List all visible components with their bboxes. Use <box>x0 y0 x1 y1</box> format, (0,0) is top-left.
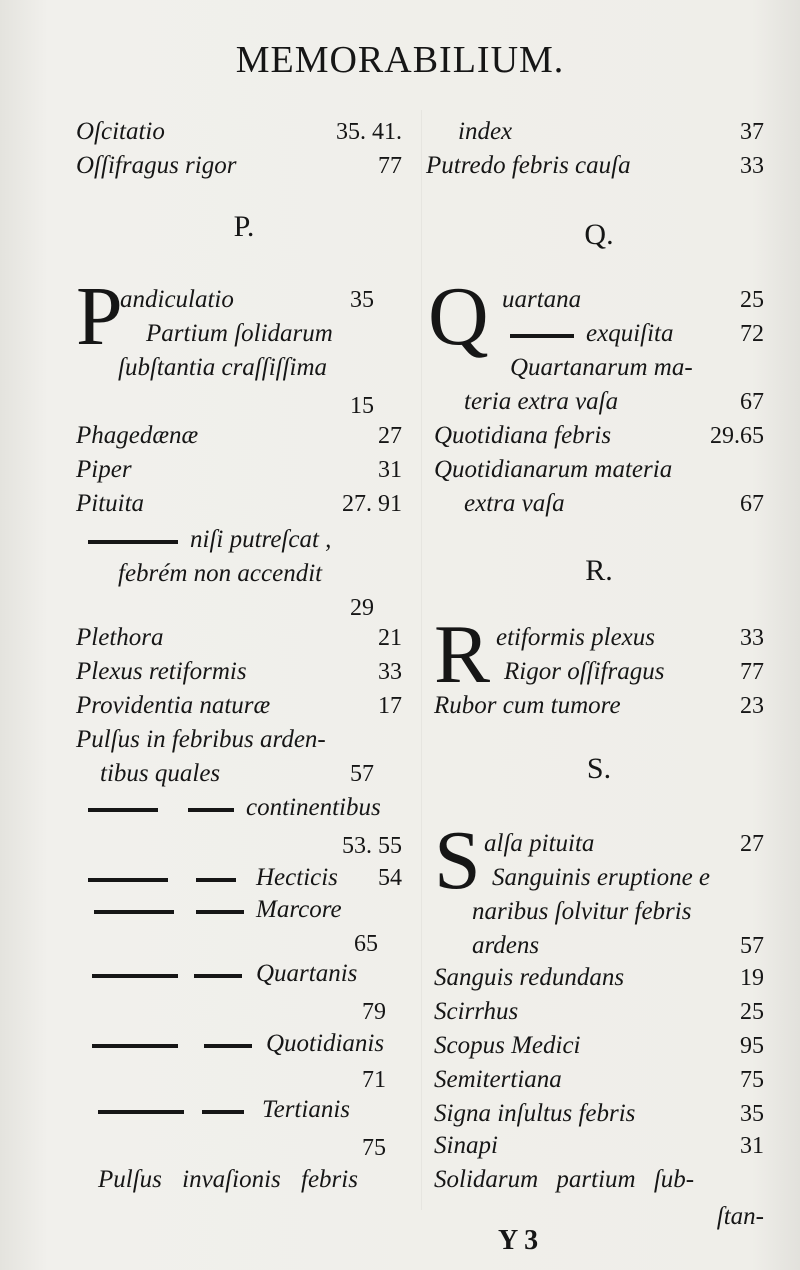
index-entry <box>76 522 412 558</box>
entry-pages: 33 <box>378 659 402 685</box>
index-entry <box>76 316 412 352</box>
index-entry <box>76 148 412 184</box>
index-entry <box>434 928 764 964</box>
index-entry <box>434 620 764 656</box>
entry-term: ardens <box>472 932 540 959</box>
index-entry <box>76 860 412 896</box>
entry-term: Pulſus in febribus arden- <box>76 726 326 753</box>
entry-pages: 19 <box>740 965 764 991</box>
entry-term: Marcore <box>256 896 342 923</box>
entry-term: niſi putreſcat , <box>190 526 332 553</box>
index-entry <box>76 620 412 656</box>
entry-term: Semitertiana <box>434 1066 562 1093</box>
entry-pages: 15 <box>350 393 374 419</box>
entry-term: Sanguinis eruptione e <box>492 864 711 891</box>
index-entry <box>434 282 764 318</box>
entry-pages: 33 <box>740 625 764 651</box>
index-entry <box>434 994 764 1030</box>
entry-pages: 37 <box>740 119 764 145</box>
index-entry <box>76 418 412 454</box>
index-entry <box>76 722 412 758</box>
index-entry <box>76 350 412 386</box>
entry-pages: 67 <box>740 389 764 415</box>
section-heading-p: P. <box>233 210 255 243</box>
entry-pages: 31 <box>740 1133 764 1159</box>
index-entry <box>426 148 764 184</box>
entry-term: Pituita <box>76 490 145 517</box>
index-entry <box>76 556 412 592</box>
entry-pages: 27. 91 <box>342 491 402 517</box>
entry-pages: 33 <box>740 153 764 179</box>
index-entry <box>434 114 764 150</box>
index-entry <box>434 316 764 352</box>
entry-pages: 29 <box>350 595 374 621</box>
index-entry <box>434 960 764 996</box>
drop-cap: S <box>434 814 481 907</box>
entry-pages: 79 <box>362 999 386 1025</box>
index-entry <box>76 114 412 150</box>
entry-pages: 21 <box>378 625 402 651</box>
entry-pages: 31 <box>378 457 402 483</box>
index-entry <box>434 452 764 488</box>
column-gutter <box>421 110 422 1210</box>
entry-pages: 25 <box>740 999 764 1025</box>
entry-pages: 95 <box>740 1033 764 1059</box>
index-entry <box>76 452 412 488</box>
entry-term: continentibus <box>246 794 381 821</box>
catchword: ſtan- <box>716 1203 764 1230</box>
index-entry <box>76 688 412 724</box>
entry-pages: 54 <box>378 865 402 891</box>
entry-pages: 67 <box>740 491 764 517</box>
entry-pages: 25 <box>740 287 764 313</box>
index-entry <box>76 756 412 792</box>
entry-pages: 65 <box>354 931 378 957</box>
drop-cap: P <box>76 270 123 363</box>
entry-term: andiculatio <box>120 286 234 313</box>
section-heading-s: S. <box>586 752 612 785</box>
index-entry <box>434 654 764 690</box>
entry-term: ſubſtantia craſſiſſima <box>118 354 328 381</box>
index-entry <box>76 790 412 826</box>
entry-term: Tertianis <box>262 1096 351 1123</box>
index-entry <box>76 654 412 690</box>
entry-term: Signa inſultus febris <box>434 1100 636 1127</box>
index-entry <box>76 1130 412 1166</box>
index-entry <box>434 486 764 522</box>
entry-term: Oſſifragus rigor <box>76 152 237 179</box>
index-entry <box>434 1162 764 1198</box>
index-entry <box>434 894 764 930</box>
entry-term: Providentia naturæ <box>76 692 271 719</box>
entry-term: etiformis plexus <box>496 624 656 651</box>
entry-pages: 71 <box>362 1067 386 1093</box>
drop-cap: Q <box>428 270 489 363</box>
entry-pages: 23 <box>740 693 764 719</box>
entry-pages: 75 <box>740 1067 764 1093</box>
index-entry <box>434 1062 764 1098</box>
drop-cap: R <box>434 608 491 701</box>
index-entry <box>76 1026 412 1062</box>
entry-pages: 57 <box>350 761 374 787</box>
entry-pages: 57 <box>740 933 764 959</box>
section-heading-r: R. <box>585 554 613 587</box>
entry-term: index <box>458 118 513 145</box>
entry-term: Sinapi <box>434 1132 498 1159</box>
entry-term: alſa pituita <box>484 830 595 857</box>
entry-term: Phagedænæ <box>76 422 199 449</box>
entry-term: uartana <box>502 286 582 313</box>
entry-term: Hecticis <box>256 864 338 891</box>
index-entry <box>76 486 412 522</box>
entry-term: Quotidianis <box>266 1030 385 1057</box>
entry-term: Rigor oſſifragus <box>504 658 665 685</box>
index-entry <box>434 1028 764 1064</box>
entry-term: Quartanis <box>256 960 358 987</box>
index-entry <box>76 956 412 992</box>
entry-term: tibus quales <box>100 760 221 787</box>
entry-pages: 53. 55 <box>342 833 402 859</box>
entry-pages: 35 <box>740 1101 764 1127</box>
entry-term: Scopus Medici <box>434 1032 581 1059</box>
index-entry <box>434 350 764 386</box>
entry-pages: 72 <box>740 321 764 347</box>
entry-term: Scirrhus <box>434 998 519 1025</box>
entry-term: Quartanarum ma- <box>510 354 693 381</box>
index-entry <box>76 828 412 864</box>
index-entry <box>434 1128 764 1164</box>
index-entry <box>434 1096 764 1132</box>
entry-term: Putredo febris cauſa <box>426 152 631 179</box>
entry-term: Quotidianarum materia <box>434 456 673 483</box>
entry-term: Partium ſolidarum <box>146 320 333 347</box>
index-entry <box>76 1092 412 1128</box>
entry-term: teria extra vaſa <box>464 388 619 415</box>
entry-term: Quotidiana febris <box>434 422 612 449</box>
index-entry <box>434 418 764 454</box>
entry-term: Pulſus invaſionis febris <box>98 1166 358 1193</box>
index-entry <box>434 860 764 896</box>
entry-pages: 27 <box>740 831 764 857</box>
signature-mark: Y 3 <box>498 1225 539 1256</box>
entry-term: Piper <box>76 456 132 483</box>
entry-term: Plexus retiformis <box>76 658 247 685</box>
entry-term: Sanguis redundans <box>434 964 625 991</box>
entry-term: Oſcitatio <box>76 118 165 145</box>
entry-pages: 77 <box>740 659 764 685</box>
index-entry <box>434 826 764 862</box>
index-entry <box>76 282 412 318</box>
section-heading-q: Q. <box>584 218 614 251</box>
entry-pages: 35 <box>350 287 374 313</box>
index-entry <box>76 892 412 928</box>
entry-pages: 77 <box>378 153 402 179</box>
page-title: MEMORABILIUM. <box>235 39 565 81</box>
entry-term: extra vaſa <box>464 490 565 517</box>
entry-pages: 27 <box>378 423 402 449</box>
entry-term: exquiſita <box>586 320 674 347</box>
entry-term: Solidarum partium ſub- <box>434 1166 695 1193</box>
entry-term: Rubor cum tumore <box>434 692 621 719</box>
entry-pages: 75 <box>362 1135 386 1161</box>
entry-term: naribus ſolvitur febris <box>472 898 692 925</box>
entry-term: febrém non accendit <box>118 560 323 587</box>
index-entry <box>434 688 764 724</box>
index-entry <box>76 994 412 1030</box>
index-entry <box>434 384 764 420</box>
entry-term: Plethora <box>76 624 164 651</box>
entry-pages: 35. 41. <box>336 119 402 145</box>
index-entry <box>76 1162 412 1198</box>
entry-pages: 17 <box>378 693 402 719</box>
entry-pages: 29.65 <box>710 423 764 449</box>
